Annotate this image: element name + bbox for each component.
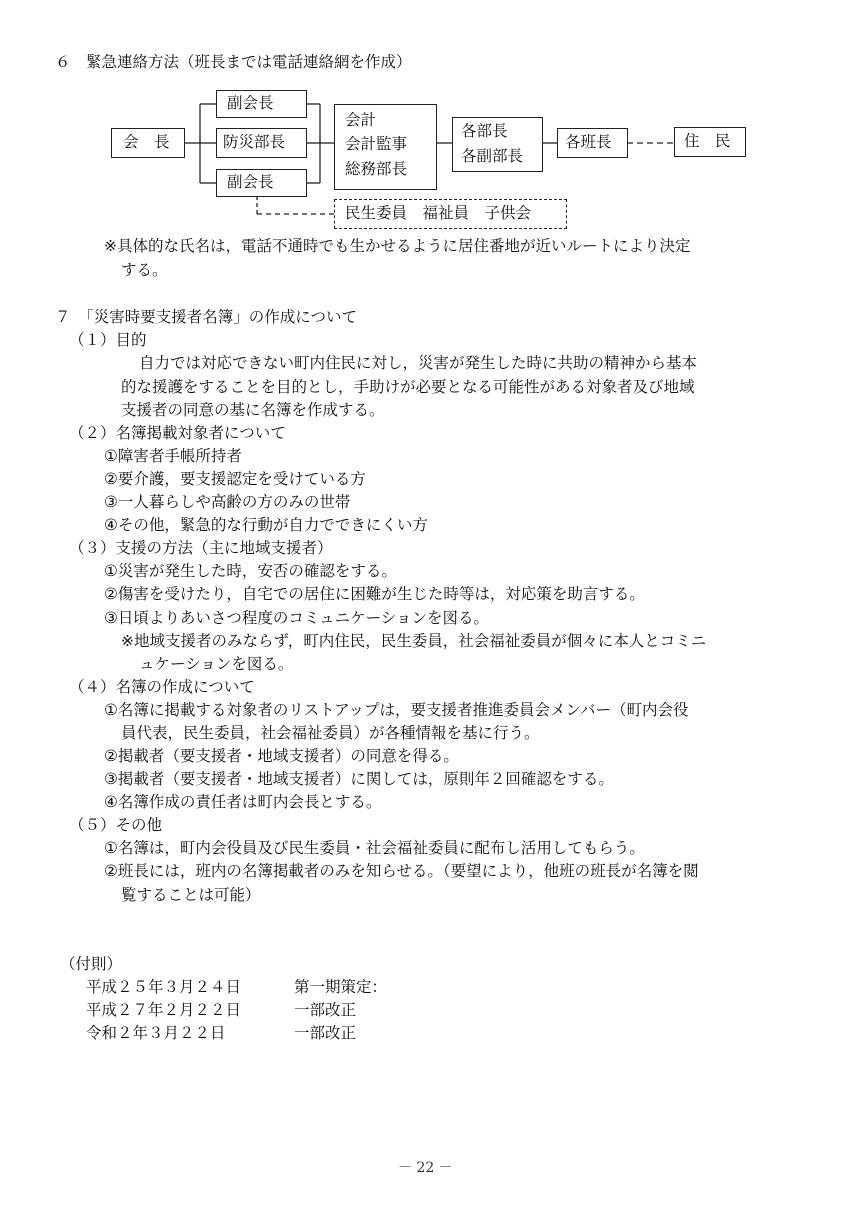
s3-item2: ②傷害を受けたり，自宅での居住に困難が生じた時等は，対応策を助言する。 bbox=[104, 585, 645, 603]
org-box-kaicho: 会 長 bbox=[111, 128, 185, 158]
page-number: － 22 － bbox=[398, 1160, 453, 1176]
s2-title: （２）名簿掲載対象者について bbox=[69, 424, 286, 442]
section6-heading: ６ 緊急連絡方法（班長までは電話連絡網を作成） bbox=[55, 53, 412, 71]
s5-item2-line2: 覧することは可能） bbox=[121, 886, 261, 904]
org-box-bucho-group: 各部長 各副部長 bbox=[452, 117, 543, 172]
s5-title: （５）その他 bbox=[69, 816, 163, 834]
s1-title: （１）目的 bbox=[69, 331, 147, 349]
s1-line2: 的な援護をすることを目的とし，手助けが必要となる可能性がある対象者及び地域 bbox=[121, 378, 695, 396]
s3-note-line1: ※地域支援者のみならず，町内住民，民生委員，社会福祉委員が個々に本人とコミニ bbox=[121, 632, 707, 650]
appendix-title: （付則） bbox=[60, 955, 123, 973]
org-box-jumin: 住 民 bbox=[674, 127, 746, 157]
org-box-minsei: 民生委員 福祉員 子供会 bbox=[334, 199, 567, 229]
appendix-date-1: 平成２５年３月２４日 bbox=[86, 978, 242, 996]
s2-item1: ①障害者手帳所持者 bbox=[104, 447, 242, 465]
s4-item3: ③掲載者（要支援者・地域支援者）に関しては，原則年２回確認をする。 bbox=[104, 770, 614, 788]
appendix-event-1: 第一期策定： bbox=[294, 978, 388, 996]
appendix-date-2: 平成２７年２月２２日 bbox=[86, 1001, 242, 1019]
org-box-fukukaicho-1: 副会長 bbox=[216, 90, 307, 118]
s4-item2: ②掲載者（要支援者・地域支援者）の同意を得る。 bbox=[104, 747, 459, 765]
s3-item3: ③日頃よりあいさつ程度のコミュニケーションを図る。 bbox=[104, 609, 489, 627]
s3-note-line2: ュケーションを図る。 bbox=[139, 655, 294, 673]
s2-item3: ③一人暮らしや高齢の方のみの世帯 bbox=[104, 493, 351, 511]
s2-item4: ④その他，緊急的な行動が自力でできにくい方 bbox=[104, 516, 428, 534]
s4-item1-line1: ①名簿に掲載する対象者のリストアップは，要支援者推進委員会メンバー（町内会役 bbox=[104, 701, 689, 719]
appendix-date-3: 令和２年３月２２日 bbox=[86, 1024, 226, 1042]
section7-heading: ７ 「災害時要支援者名簿」の作成について bbox=[55, 308, 357, 326]
s5-item1: ①名簿は，町内会役員及び民生委員・社会福祉委員に配布し活用してもらう。 bbox=[104, 839, 645, 857]
s4-item1-line2: 員代表，民生委員，社会福祉委員）が各種情報を基に行う。 bbox=[121, 724, 540, 742]
s1-line1: 自力では対応できない町内住民に対し，災害が発生した時に共助の精神から基本 bbox=[139, 354, 698, 372]
s3-item1: ①災害が発生した時，安否の確認をする。 bbox=[104, 562, 397, 580]
s2-item2: ②要介護，要支援認定を受けている方 bbox=[104, 470, 366, 488]
org-box-kaikei-group: 会計 会計監事 総務部長 bbox=[334, 104, 437, 190]
org-box-bosai: 防災部長 bbox=[216, 128, 307, 158]
s1-line3: 支援者の同意の基に名簿を作成する。 bbox=[121, 401, 385, 419]
s4-title: （４）名簿の作成について bbox=[69, 678, 255, 696]
appendix-event-3: 一部改正 bbox=[294, 1024, 357, 1042]
appendix-event-2: 一部改正 bbox=[294, 1001, 357, 1019]
org-box-hancho: 各班長 bbox=[557, 128, 628, 158]
section6-note-line2: する。 bbox=[121, 261, 168, 279]
section6-note-line1: ※具体的な氏名は，電話不通時でも生かせるように居住番地が近いルートにより決定 bbox=[104, 237, 691, 255]
org-box-fukukaicho-2: 副会長 bbox=[216, 169, 307, 197]
s3-title: （３）支援の方法（主に地域支援者） bbox=[69, 539, 333, 557]
s5-item2-line1: ②班長には，班内の名簿掲載者のみを知らせる。（要望により，他班の班長が名簿を閲 bbox=[104, 862, 699, 880]
s4-item4: ④名簿作成の責任者は町内会長とする。 bbox=[104, 793, 382, 811]
